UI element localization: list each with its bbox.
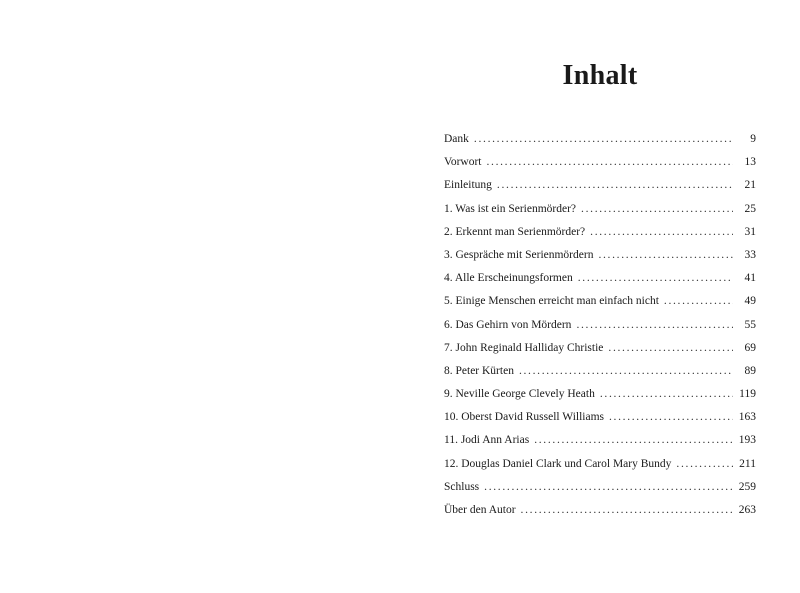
toc-entry (444, 198, 756, 221)
toc-entry-label: Über den Autor (444, 504, 516, 516)
toc-entry-page: 163 (738, 411, 756, 424)
toc-entry-page: 263 (738, 504, 756, 516)
toc-entry (444, 476, 756, 499)
toc-entry (444, 453, 756, 476)
toc-entry-label: 1. Was ist ein Serienmörder? (444, 202, 577, 215)
toc-entry-page: 49 (744, 295, 756, 308)
dot-leader (486, 151, 733, 174)
toc-entry (444, 290, 756, 313)
toc-entry (444, 128, 756, 151)
toc-entry-page: 9 (750, 133, 756, 145)
toc-entry-page: 89 (744, 364, 756, 377)
toc-entry (444, 360, 756, 383)
dot-leader (600, 383, 733, 406)
toc-entry-page: 13 (744, 156, 756, 169)
toc-entry-label: 11. Jodi Ann Arias (444, 434, 530, 447)
toc-entry-label: Schluss (444, 480, 480, 493)
dot-leader (664, 290, 733, 313)
page-title: Inhalt (562, 60, 638, 91)
toc-entry-label: 7. John Reginald Halliday Christie (444, 341, 604, 354)
toc-entry-page: 55 (744, 318, 756, 331)
dot-leader (578, 267, 733, 290)
toc-entry (444, 174, 756, 197)
toc-entry-label: 10. Oberst David Russell Williams (444, 411, 604, 424)
dot-leader (609, 406, 733, 429)
toc-entry (444, 383, 756, 406)
toc-entry-label: 2. Erkennt man Serienmörder? (444, 225, 586, 238)
table-of-contents (444, 128, 756, 522)
toc-entry-page: 69 (744, 341, 756, 354)
dot-leader (608, 337, 733, 360)
dot-leader (534, 429, 733, 452)
dot-leader (581, 198, 733, 221)
dot-leader (519, 360, 733, 383)
toc-entry (444, 406, 756, 429)
toc-entry (444, 499, 756, 522)
toc-entry-label: 6. Das Gehirn von Mördern (444, 318, 572, 331)
dot-leader (521, 499, 733, 522)
toc-entry (444, 429, 756, 452)
toc-entry (444, 151, 756, 174)
toc-entry (444, 221, 756, 244)
toc-entry-page: 25 (744, 202, 756, 215)
dot-leader (474, 128, 733, 151)
toc-entry-label: 9. Neville George Clevely Heath (444, 388, 595, 401)
dot-leader (576, 314, 733, 337)
toc-entry-label: Vorwort (444, 156, 482, 169)
toc-entry-page: 21 (744, 179, 756, 192)
dot-leader (676, 453, 733, 476)
toc-entry (444, 267, 756, 290)
toc-entry (444, 337, 756, 360)
toc-entry (444, 314, 756, 337)
toc-entry-label: 5. Einige Menschen erreicht man einfach nicht (444, 295, 659, 308)
toc-entry-page: 211 (739, 457, 756, 470)
dot-leader (590, 221, 733, 244)
toc-entry-page: 31 (744, 225, 756, 238)
toc-entry-page: 119 (739, 388, 756, 401)
toc-entry-page: 259 (738, 480, 756, 493)
toc-entry-label: Einleitung (444, 179, 492, 192)
toc-entry-label: 12. Douglas Daniel Clark und Carol Mary Bundy (444, 457, 672, 470)
dot-leader (497, 174, 733, 197)
toc-entry-page: 41 (744, 272, 756, 285)
toc-entry-label: Dank (444, 133, 469, 145)
toc-entry-page: 193 (738, 434, 756, 447)
toc-entry-label: 8. Peter Kürten (444, 364, 514, 377)
dot-leader (598, 244, 733, 267)
toc-entry-label: 3. Gespräche mit Serienmördern (444, 248, 594, 261)
dot-leader (484, 476, 733, 499)
toc-entry-page: 33 (744, 248, 756, 261)
toc-entry (444, 244, 756, 267)
toc-entry-label: 4. Alle Erscheinungsformen (444, 272, 573, 285)
